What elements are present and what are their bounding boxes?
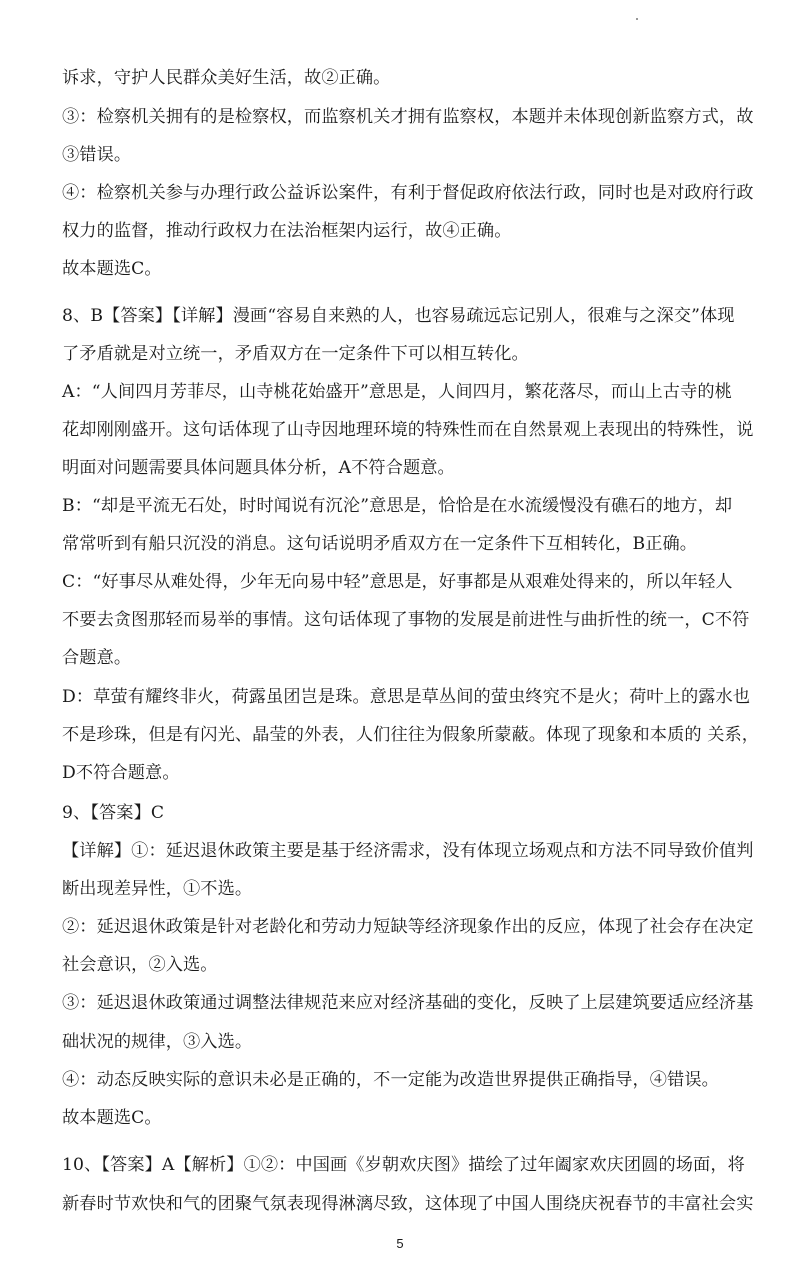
text-line: ④：动态反映实际的意识未必是正确的，不一定能为改造世界提供正确指导，④错误。	[62, 1070, 719, 1090]
text-line: 础状况的规律，③入选。	[62, 1032, 253, 1052]
text-line: 不要去贪图那轻而易举的事情。这句话体现了事物的发展是前进性与曲折性的统一，C不符	[62, 610, 750, 630]
text-line: 诉求，守护人民群众美好生活，故②正确。	[62, 68, 391, 88]
text-line: 新春时节欢快和气的团聚气氛表现得淋漓尽致，这体现了中国人围绕庆祝春节的丰富社会实	[62, 1194, 754, 1214]
text-line: 9、【答案】C	[62, 803, 165, 823]
text-line: 【详解】①：延迟退休政策主要是基于经济需求，没有体现立场观点和方法不同导致价值判	[62, 841, 754, 861]
text-line: ③错误。	[62, 145, 132, 165]
text-line: 8、B【答案】【详解】漫画“容易自来熟的人，也容易疏远忘记别人，很难与之深交”体现	[62, 306, 735, 326]
text-line: B：“却是平流无石处，时时闻说有沉沦”意思是，恰恰是在水流缓慢没有礁石的地方，却	[62, 496, 733, 516]
text-line: 社会意识，②入选。	[62, 955, 218, 975]
text-line: 常常听到有船只沉没的消息。这句话说明矛盾双方在一定条件下互相转化，B正确。	[62, 534, 698, 554]
text-line: 故本题选C。	[62, 259, 162, 279]
text-line: ④：检察机关参与办理行政公益诉讼案件，有利于督促政府依法行政，同时也是对政府行政	[62, 183, 754, 203]
text-line: 了矛盾就是对立统一，矛盾双方在一定条件下可以相互转化。	[62, 344, 529, 364]
scan-speck	[636, 18, 638, 20]
text-line: 10、【答案】A【解析】①②：中国画《岁朝欢庆图》描绘了过年阖家欢庆团圆的场面，将	[62, 1155, 745, 1175]
text-line: 明面对问题需要具体问题具体分析，A不符合题意。	[62, 458, 455, 478]
text-line: 断出现差异性，①不选。	[62, 879, 253, 899]
text-line: 合题意。	[62, 648, 132, 668]
text-line: ③：检察机关拥有的是检察权，而监察机关才拥有监察权，本题并未体现创新监察方式，故	[62, 107, 754, 127]
page-number: 5	[396, 1236, 404, 1251]
text-line: 花却刚刚盛开。这句话体现了山寺因地理环境的特殊性而在自然景观上表现出的特殊性，说	[62, 420, 754, 440]
text-line: 故本题选C。	[62, 1108, 162, 1128]
text-line: ③：延迟退休政策通过调整法律规范来应对经济基础的变化，反映了上层建筑要适应经济基	[62, 993, 754, 1013]
text-line: C：“好事尽从难处得，少年无向易中轻”意思是，好事都是从艰难处得来的，所以年轻人	[62, 572, 733, 592]
text-line: ②：延迟退休政策是针对老龄化和劳动力短缺等经济现象作出的反应，体现了社会存在决定	[62, 917, 754, 937]
text-line: D不符合题意。	[62, 763, 180, 783]
text-line: 权力的监督，推动行政权力在法治框架内运行，故④正确。	[62, 221, 512, 241]
text-line: A：“人间四月芳菲尽，山寺桃花始盛开”意思是，人间四月，繁花落尽，而山上古寺的桃	[62, 382, 732, 402]
text-line: 不是珍珠，但是有闪光、晶莹的外表，人们往往为假象所蒙蔽。体现了现象和本质的 关系，	[62, 725, 760, 745]
text-line: D：草萤有耀终非火，荷露虽团岂是珠。意思是草丛间的萤虫终究不是火；荷叶上的露水也	[62, 687, 751, 707]
